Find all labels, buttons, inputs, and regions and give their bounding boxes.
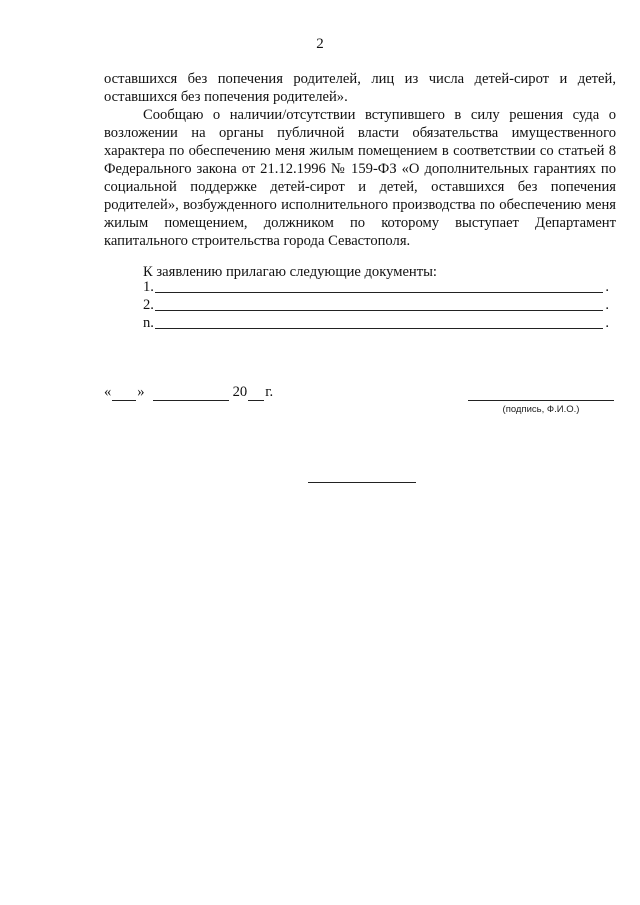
attachment-line-1 [143, 279, 609, 296]
month-blank [153, 388, 229, 401]
paragraph-continuation: оставшихся без попечения родителей, лиц из числа детей-сирот и детей, оставшихся без попечения родителей». [104, 71, 616, 105]
date-line [104, 384, 273, 401]
paragraph-court-decision: Сообщаю о наличии/отсутствии вступившего в силу решения суда о возложении на органы публичной власти обязательства имущественного характера по обеспечению меня жилым помещением в соответствии со статьей 8 Федерального закона от 21.12.1996 № 159-ФЗ «О дополнительных гарантиях по социальной поддержке детей-сирот и детей, оставшихся без попечения родителей», возбужденного исполнительного производства по обеспечению меня жилым помещением, должником по которому выступает Департамент капитального строительства города Севастополя. [104, 107, 616, 249]
signature-caption: (подпись, Ф.И.О.) [502, 404, 580, 415]
year-suffix: г. [265, 384, 274, 400]
attachments-intro: К заявлению прилагаю следующие документы: [143, 264, 437, 280]
date-open-quote: « [104, 384, 112, 400]
document-end-rule [308, 482, 416, 483]
attachment-blank [155, 327, 603, 329]
attachment-period: . [605, 279, 609, 295]
date-close-quote: » [137, 384, 145, 400]
year-blank [248, 388, 264, 401]
attachment-blank [155, 309, 603, 311]
attachment-line-n [143, 315, 609, 332]
page-number: 2 [316, 36, 324, 52]
attachment-number: 2. [143, 297, 154, 313]
year-prefix: 20 [232, 384, 248, 400]
attachment-period: . [605, 297, 609, 313]
attachment-number: 1. [143, 279, 154, 295]
signature-line [468, 400, 614, 401]
attachment-period: . [605, 315, 609, 331]
attachment-blank [155, 291, 603, 293]
attachment-line-2 [143, 297, 609, 314]
day-blank [112, 388, 136, 401]
attachment-number: n. [143, 315, 154, 331]
